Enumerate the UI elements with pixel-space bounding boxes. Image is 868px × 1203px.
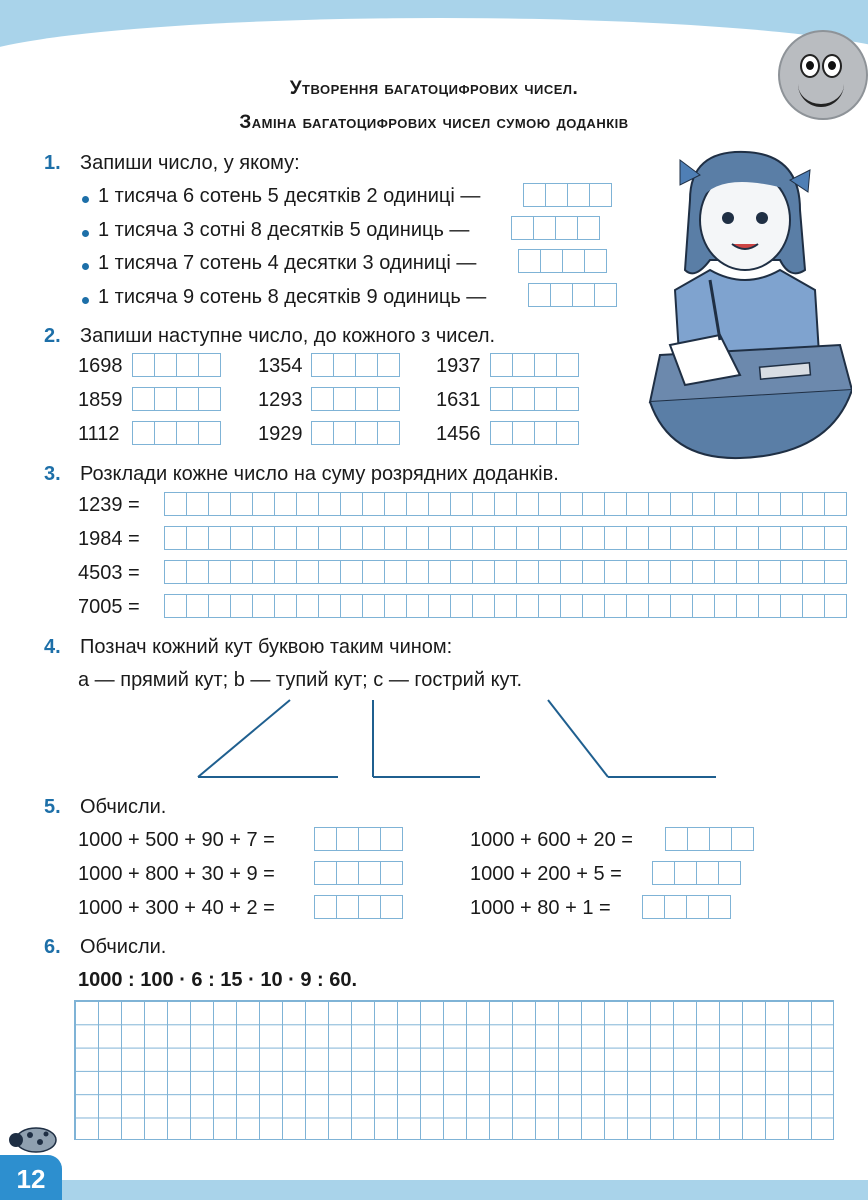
task6-text: Обчисли. [80,936,167,958]
bottom-band [62,1180,868,1200]
task5-text: Обчисли. [80,796,167,818]
answer-cells[interactable] [311,421,400,445]
answer-cells[interactable] [314,861,403,885]
answer-cells[interactable] [311,387,400,411]
task1-item-4: 1 тисяча 9 сотень 8 десятків 9 одиниць — [98,286,487,308]
number-label: 1937 [436,355,481,377]
answer-cells[interactable] [132,353,221,377]
answer-cells[interactable] [642,895,731,919]
task2-text: Запиши наступне число, до кожного з чисел. [80,325,496,347]
decompose-label: 4503 = [78,562,140,584]
task4-number: 4. [44,636,61,658]
answer-cells[interactable] [652,861,741,885]
task1-item-2: 1 тисяча 3 сотні 8 десятків 5 одиниць — [98,219,470,241]
obtuse-angle [548,700,716,777]
answer-cells[interactable] [132,421,221,445]
answer-row-cells[interactable] [164,560,847,584]
task2-number: 2. [44,325,61,347]
number-label: 1631 [436,389,481,411]
answer-cells[interactable] [132,387,221,411]
task6-expression: 1000 : 100 · 6 : 15 · 10 · 9 : 60. [78,969,358,991]
expression: 1000 + 200 + 5 = [470,863,622,885]
bullet-icon [82,196,89,203]
answer-cells[interactable] [314,895,403,919]
number-label: 1698 [78,355,123,377]
smiley-face-icon [778,30,868,120]
bullet-icon [82,230,89,237]
decompose-label: 1984 = [78,528,140,550]
page-subtitle: Заміна багатоцифрових чисел сумою доданків [239,112,629,133]
bullet-icon [82,297,89,304]
answer-cells[interactable] [665,827,754,851]
task4-legend: a — прямий кут; b — тупий кут; c — гострий кут. [78,669,523,691]
expression: 1000 + 80 + 1 = [470,897,611,919]
answer-cells[interactable] [523,183,612,207]
expression: 1000 + 500 + 90 + 7 = [78,829,275,851]
answer-cells[interactable] [314,827,403,851]
task1-item-1: 1 тисяча 6 сотень 5 десятків 2 одиниці — [98,185,481,207]
bullet-icon [82,263,89,270]
answer-row-cells[interactable] [164,492,847,516]
number-label: 1456 [436,423,481,445]
task1-number: 1. [44,152,61,174]
answer-cells[interactable] [518,249,607,273]
answer-cells[interactable] [490,387,579,411]
task1-text: Запиши число, у якому: [80,152,300,174]
answer-row-cells[interactable] [164,526,847,550]
answer-cells[interactable] [528,283,617,307]
number-label: 1859 [78,389,123,411]
answer-grid[interactable] [74,1000,834,1140]
answer-cells[interactable] [511,216,600,240]
acute-angle [198,700,338,777]
answer-cells[interactable] [490,421,579,445]
task3-text: Розклади кожне число на суму розрядних доданків. [80,463,559,485]
number-label: 1929 [258,423,303,445]
answer-row-cells[interactable] [164,594,847,618]
task1-item-3: 1 тисяча 7 сотень 4 десятки 3 одиниці — [98,252,477,274]
expression: 1000 + 600 + 20 = [470,829,633,851]
decompose-label: 7005 = [78,596,140,618]
right-angle [373,700,480,777]
ladybug-icon [6,1122,58,1154]
number-label: 1112 [78,423,120,445]
angles-figure [190,695,730,785]
task4-text: Познач кожний кут буквою таким чином: [80,636,453,658]
task5-number: 5. [44,796,61,818]
task3-number: 3. [44,463,61,485]
decompose-label: 1239 = [78,494,140,516]
page-title: Утворення багатоцифрових чисел. [289,78,579,99]
answer-cells[interactable] [311,353,400,377]
number-label: 1293 [258,389,303,411]
expression: 1000 + 800 + 30 + 9 = [78,863,275,885]
page-number: 12 [0,1155,62,1200]
girl-at-desk-illustration [640,140,852,460]
number-label: 1354 [258,355,303,377]
expression: 1000 + 300 + 40 + 2 = [78,897,275,919]
answer-cells[interactable] [490,353,579,377]
task6-number: 6. [44,936,61,958]
